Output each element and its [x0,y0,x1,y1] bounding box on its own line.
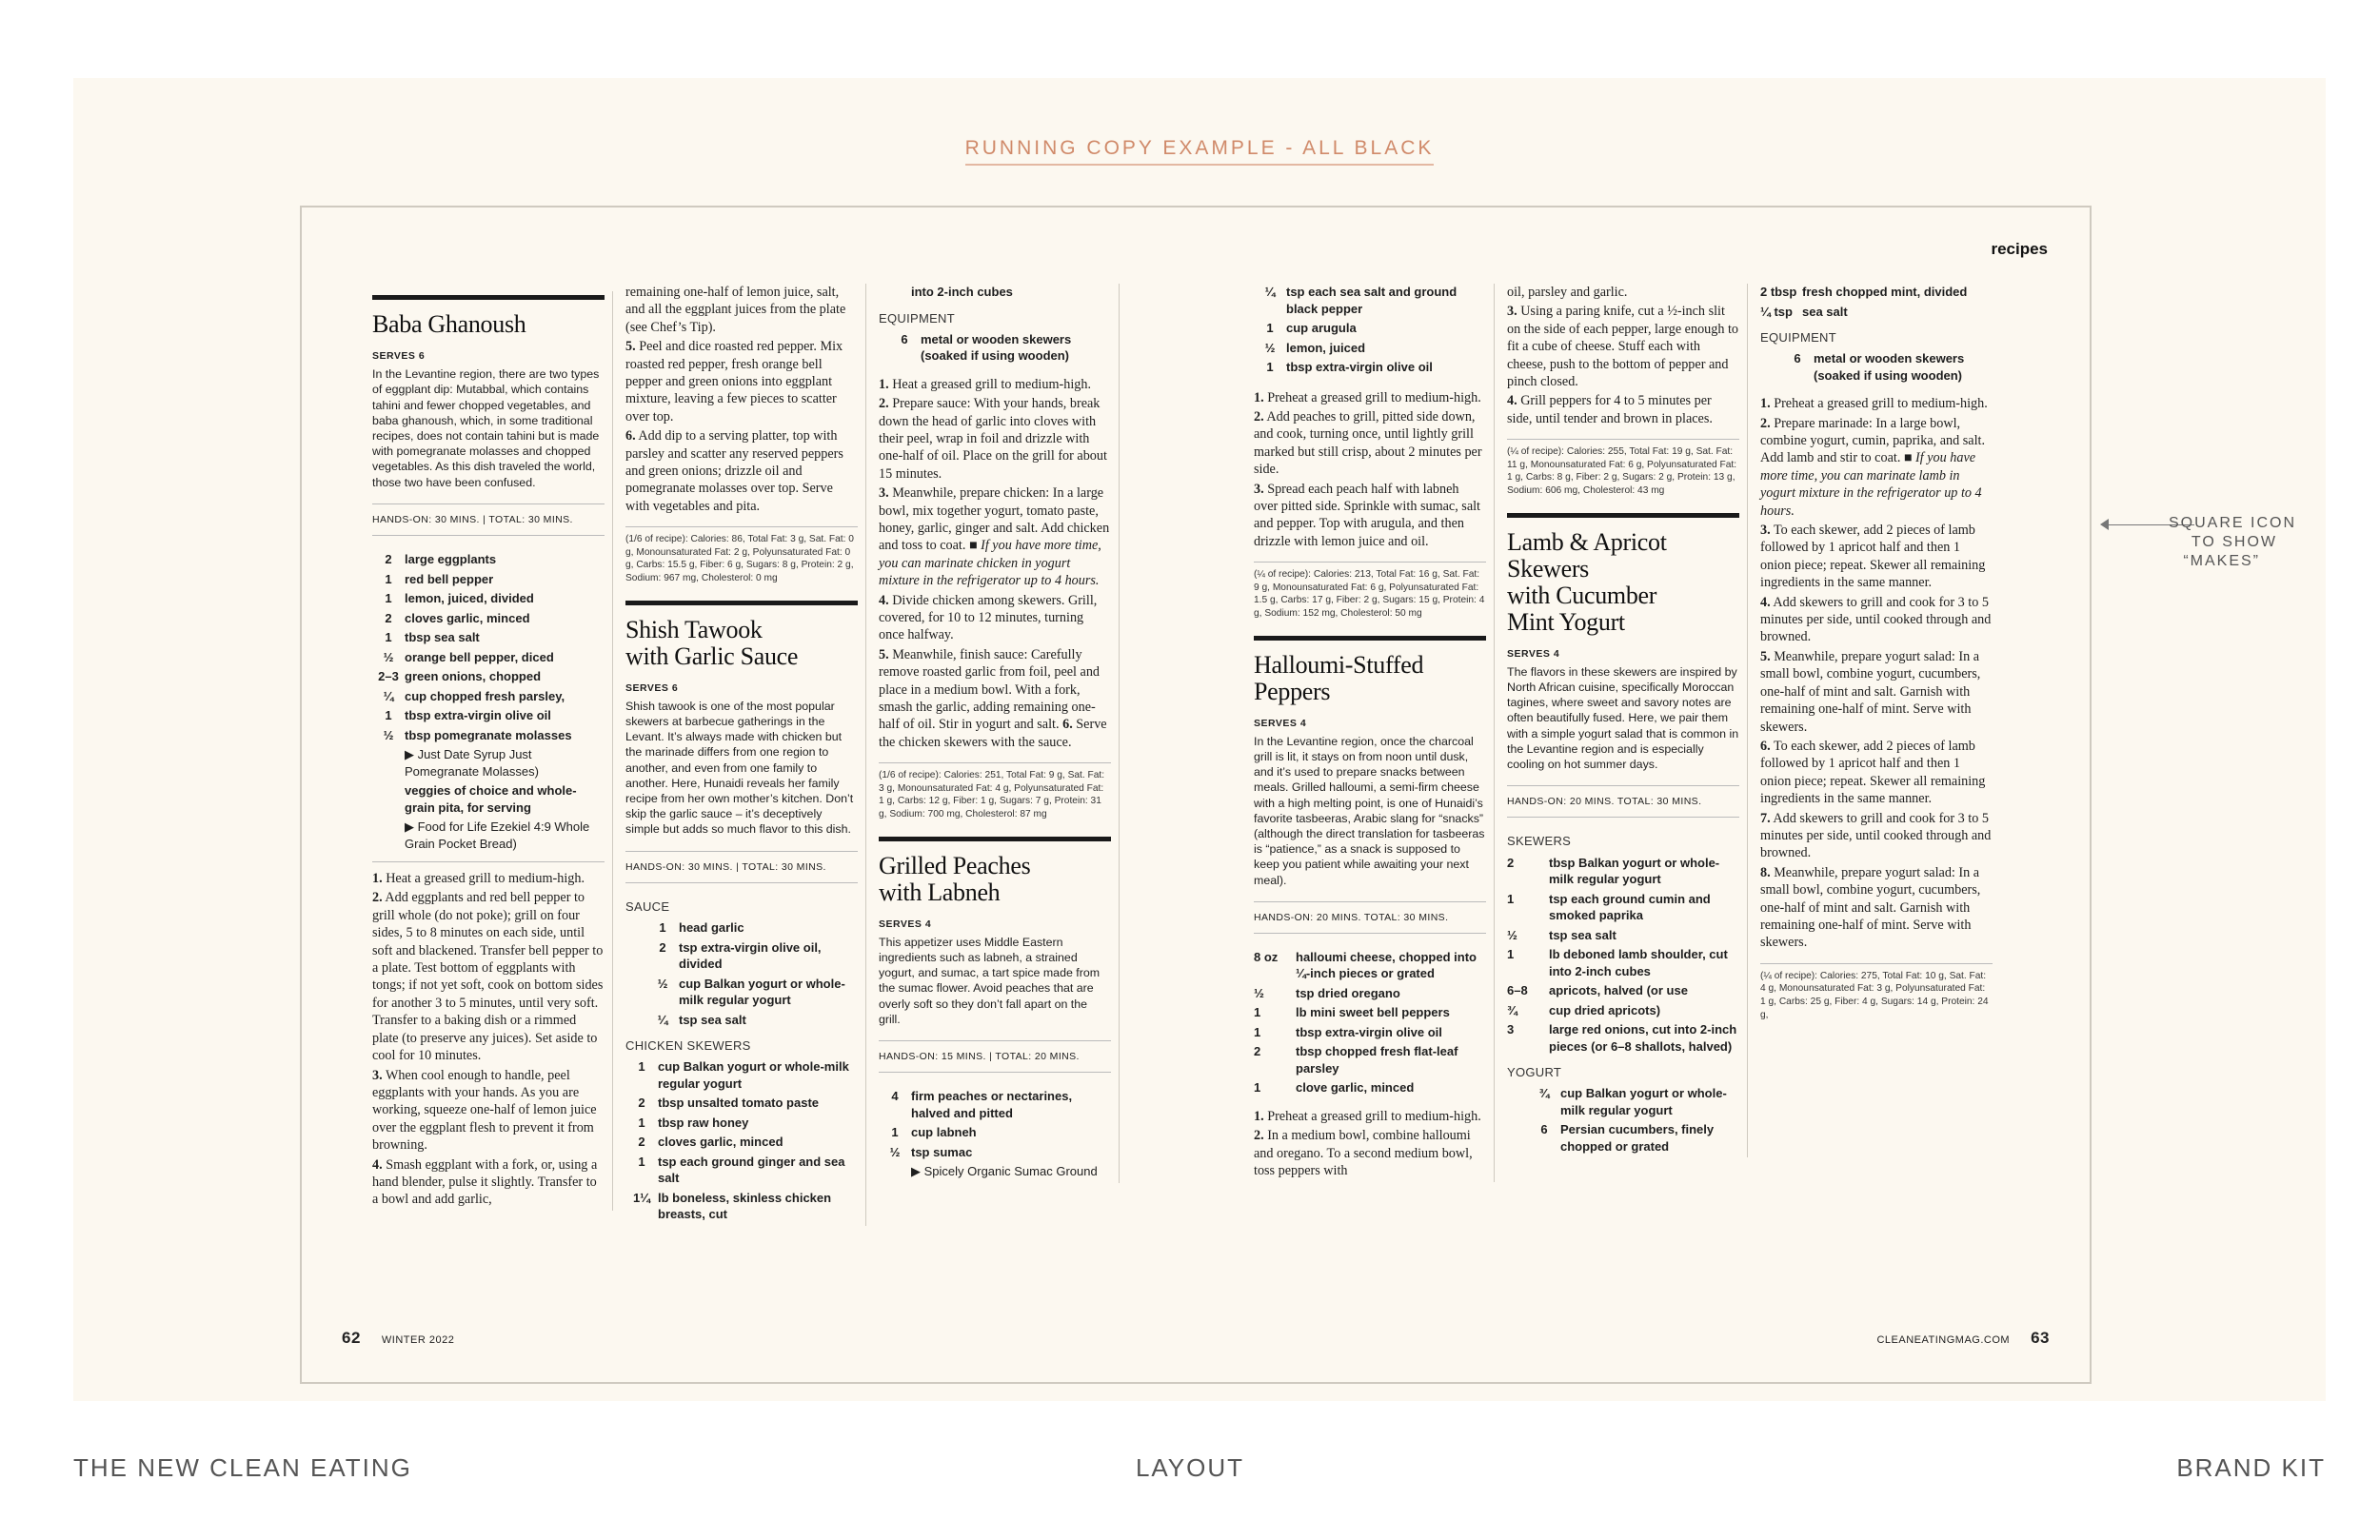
ingredient-text: lemon, juiced, divided [405,591,534,606]
left-folio: 62 WINTER 2022 [342,1329,455,1347]
step: 5. Peel and dice roasted red pepper. Mix roasted red pepper, fresh orange bell pepper and green onions into eggplant mixture, leaving a few pieces to scatter over top. [625,339,843,424]
ingredient-quantity: 2 [385,552,392,567]
ingredient-quantity: 6 [1794,351,1801,366]
ingredient-text: tbsp raw honey [658,1115,749,1130]
ingredient-text: tbsp chopped fresh flat-leaf parsley [1296,1044,1458,1076]
ingredient-list [1507,1085,1739,1155]
ingredient-text: tbsp sea salt [405,630,480,645]
ingredient-quantity: 2 [1507,855,1515,870]
step: 6. To each skewer, add 2 pieces of lamb followed by 1 apricot half and then 1 onion piece; repeat. Skewer all remaining ingredients in the same manner. [1760,738,1986,807]
recipe-title: Baba Ghanoush [372,310,526,338]
serves-label: SERVES 4 [1254,717,1307,729]
ingredient-item [1254,1079,1486,1096]
ingredient-quantity: 4 [891,1089,899,1104]
ingredient-text: cup labneh [911,1125,977,1140]
ingredient-text: large red onions, cut into 2-inch pieces (or 6–8 shallots, halved) [1549,1022,1737,1054]
ingredient-list [1760,350,1993,384]
step: 5. Meanwhile, prepare yogurt salad: In a small bowl, combine yogurt, cucumbers, one-half of mint and salt. Garnish with remaining one-half of mint. Serve with skewers. [1760,648,1981,735]
nutrition-info: (¼ of recipe): Calories: 255, Total Fat: 19 g, Sat. Fat: 11 g, Monounsaturated Fat: 6 g, Polyunsaturated Fat: 1 g, Carbs: 8 g, Fiber: 2 g, Sugars: 2 g, Protein: 13 g, Sodium: 606 mg, Cholesterol: 43 mg [1507,439,1739,497]
ingredient-text: cup Balkan yogurt or whole-milk regular yogurt [679,976,845,1008]
method [879,376,1111,752]
ingredient-text: cup Balkan yogurt or whole-milk regular yogurt [658,1059,849,1091]
right-folio: CLEANEATINGMAG.COM 63 [1876,1329,2050,1347]
ingredient-item [1254,1043,1486,1076]
serves-label: SERVES 4 [879,918,932,930]
nutrition-info: (¼ of recipe): Calories: 213, Total Fat: 16 g, Sat. Fat: 9 g, Monounsaturated Fat: 6 g, Polyunsaturated Fat: 1.5 g, Carbs: 17 g, Fiber: 2 g, Sugars: 15 g, Protein: 4 g, Sodium: 152 mg, Cholesterol: 50 mg [1254,562,1486,620]
ingredient-text: large eggplants [405,552,497,567]
ingredient-item [1254,985,1486,1002]
step: 4. Divide chicken among skewers. Grill, covered, for 10 to 12 minutes, turning once halfway. [879,592,1098,643]
ingredient-quantity: 1 [638,1059,645,1075]
ingredient-quantity: 2 [1254,1044,1261,1059]
ingredient-list [1254,949,1486,1096]
ingredient-item [372,590,605,607]
ingredient-item [879,1088,1111,1121]
ingredient-quantity: 1 [1507,947,1515,962]
recipe-intro: This appetizer uses Middle Eastern ingredients such as labneh, a strained yogurt, and sumac, a tart spice made from the sumac flower. Avoid peaches that are overly soft so they don’t fall apart on the grill. [879,935,1101,1026]
ingredient-note: ▶ Spicely Organic Sumac Ground [911,1164,1098,1179]
ingredient-text: metal or wooden skewers (soaked if using wooden) [1814,351,1965,383]
ingredient-text: sea salt [1802,304,1848,319]
step: 1. Preheat a greased grill to medium-high. [1760,396,1988,412]
recipe-intro: In the Levantine region, there are two types of eggplant dip: Mutabbal, which contains tahini and fewer chopped vegetables, and baba ghanoush, which, in some traditional recipes, does not contain tahini but is made with pomegranate molasses and chopped vegetables. As this dish traveled the world, those two have been confused. [372,367,600,489]
method [1760,395,1993,952]
ingredient-item [1254,359,1486,376]
serves-label: SERVES 4 [1507,647,1560,660]
step: 2. In a medium bowl, combine halloumi and oregano. To a second medium bowl, toss peppers with [1254,1128,1473,1179]
recipe-intro: The flavors in these skewers are inspired by North African cuisine, specifically Moroccan tagines, where sweet and savory notes are often beautifully fused. Here, we pair them with a simple yogurt salad that is common in the Levantine region and is especially cooling on hot summer days. [1507,664,1739,772]
ingredient-quantity: ½ [1264,340,1276,355]
ingredient-text: metal or wooden skewers (soaked if using wooden) [921,331,1072,364]
subsection-label: EQUIPMENT [879,310,955,326]
recipe-intro: Shish tawook is one of the most popular skewers at barbecue gatherings in the Levant. It’s always made with chicken but the marinade differs from one region to another, and even from one family to another. Here, Hunaidi reveals her family recipe from her own mother’s kitchen. Don’t skip the garlic sauce – it’s deceptively simple but adds so much flavor to this dish. [625,699,854,837]
footer-center: LAYOUT [1135,1453,1245,1482]
ingredient-item [1254,949,1486,982]
ingredient-item: into 2-inch cubes [911,285,1013,299]
recipe-header-shish [625,601,858,670]
ingredient-quantity: ½ [383,727,394,742]
ingredient-text: lemon, juiced [1286,340,1366,355]
ingredient-text: tsp sea salt [1549,927,1616,942]
step: 7. Add skewers to grill and cook for 3 to 5 minutes per side, until cooked through and browned. [1760,810,1992,861]
ingredient-text: lb deboned lamb shoulder, cut into 2-inch cubes [1549,947,1728,978]
ingredient-text: cloves garlic, minced [405,610,530,625]
step: 3. Using a paring knife, cut a ½-inch slit on the side of each pepper, large enough to fit a cube of cheese. Stuff each with cheese, push to the bottom of pepper and pinch closed. [1507,304,1739,390]
step: remaining one-half of lemon juice, salt, and all the eggplant juices from the plate (see Chef’s Tip). [625,285,846,335]
time-meta: HANDS-ON: 30 MINS. | TOTAL: 30 MINS. [625,851,858,883]
ingredient-text: head garlic [679,920,744,936]
ingredient-item [1760,284,1993,301]
ingredient-text: tbsp pomegranate molasses [405,727,572,742]
ingredient-item [1507,1021,1739,1055]
serves-label: SERVES 6 [372,350,426,362]
method-continued [1507,284,1739,427]
method [372,861,605,1209]
ingredient-item [372,610,605,627]
ingredient-quantity: 3 [1507,1022,1515,1037]
ingredient-item [646,939,858,973]
ingredient-quantity: 2 [659,939,666,955]
time-meta: HANDS-ON: 15 MINS. | TOTAL: 20 MINS. [879,1040,1111,1073]
recipe-header-lamb [1507,513,1739,636]
ingredient-quantity: 1 [891,1125,899,1140]
ingredient-item [1760,304,1993,321]
ingredient-quantity: 1 [385,591,392,606]
recipe-title: Shish Tawook with Garlic Sauce [625,615,799,670]
ingredient-quantity: 1¼ [632,1190,651,1205]
ingredient-quantity: 1 [1254,1024,1261,1039]
ingredient-item [1528,1085,1739,1118]
column-1 [372,291,613,1211]
step: 4. Grill peppers for 4 to 5 minutes per side, until tender and brown in places. [1507,393,1713,426]
ingredient-item [625,1154,858,1187]
time-meta: HANDS-ON: 20 MINS. TOTAL: 30 MINS. [1507,785,1739,818]
ingredient-quantity: 1 [385,571,392,586]
nutrition-info: (1/6 of recipe): Calories: 251, Total Fat: 9 g, Sat. Fat: 3 g, Monounsaturated Fat: 4 g, Polyunsaturated Fat: 1 g, Carbs: 12 g, Fiber: 1 g, Sugars: 7 g, Protein: 31 g, Sodium: 700 mg, Cholesterol: 87 mg [879,762,1111,820]
ingredient-item [372,571,605,588]
ingredient-item [646,919,858,937]
ingredient-quantity: ½ [1507,927,1517,942]
square-icon: ■ [968,538,978,554]
nutrition-info: (¼ of recipe): Calories: 275, Total Fat: 10 g, Sat. Fat: 4 g, Monounsaturated Fat: 3 g, Polyunsaturated Fat: 1 g, Carbs: 25 g, Fiber: 4 g, Sugars: 14 g, Protein: 24 g, [1760,963,1993,1021]
ingredient-quantity: ½ [657,976,668,991]
ingredient-item [372,707,605,724]
ingredient-quantity: 1 [638,1154,645,1169]
ingredient-note: ▶ Food for Life Ezekiel 4:9 Whole Grain Pocket Bread) [405,819,590,851]
column-6 [1760,284,1993,1037]
ingredient-text: apricots, halved (or use [1549,983,1688,998]
ingredient-quantity: ¼ [1264,285,1276,299]
ingredient-list [1254,284,1486,376]
ingredient-text: orange bell pepper, diced [405,649,554,664]
ingredient-text: fresh chopped mint, divided [1802,285,1968,299]
ingredient-item [1507,1002,1739,1019]
ingredient-item [1507,982,1739,999]
ingredient-text: lb boneless, skinless chicken breasts, cut [658,1190,832,1222]
ingredient-item [625,1134,858,1151]
ingredient-list [625,1058,858,1223]
ingredient-item [625,1058,858,1092]
step: 1. Heat a greased grill to medium-high. [372,871,585,887]
square-icon: ■ [1903,450,1913,466]
subsection-label: EQUIPMENT [1760,330,1836,345]
ingredient-item [372,649,605,666]
step: 2. Prepare marinade: In a large bowl, combine yogurt, cumin, paprika, and salt. Add lamb and stir to coat. ■ If you have more time, you can marinate lamb in yogurt mixture in the refrigerator up to 4 hours. [1760,415,1986,519]
ingredient-item [879,1144,1111,1161]
ingredient-item [372,629,605,646]
ingredient-quantity: 2 tbsp [1760,285,1797,299]
ingredient-quantity: 1 [1507,891,1515,906]
ingredient-note: ▶ Just Date Syrup Just Pomegranate Molasses) [405,747,539,779]
subsection-label: CHICKEN SKEWERS [625,1038,751,1054]
magazine-spread [300,206,2092,1384]
ingredient-quantity: 1 [1254,1005,1261,1020]
subsection-label: YOGURT [1507,1065,1562,1080]
ingredient-item [1507,891,1739,924]
ingredient-text: tsp each ground cumin and smoked paprika [1549,891,1711,923]
column-5 [1507,284,1748,1157]
ingredient-item [1254,284,1486,317]
ingredient-quantity: 1 [1266,321,1274,335]
step: 1. Preheat a greased grill to medium-high. [1254,1108,1481,1124]
step: 2. Prepare sauce: With your hands, break down the head of garlic into cloves with their peel, wrap in foil and drizzle with one-half of oil. Place on the grill for about 15 minutes. [879,396,1107,482]
ingredient-quantity: 1 [1254,1080,1261,1096]
recipe-title: Grilled Peaches with Labneh [879,851,1031,906]
ingredient-item [372,551,605,568]
step: 3. When cool enough to handle, peel eggplants with your hands. As you are working, squeeze one-half of lemon juice over the eggplant flesh to prevent it from browning. [372,1067,597,1154]
method [1254,389,1486,551]
ingredient-item [372,668,605,685]
step: oil, parsley and garlic. [1507,285,1628,300]
step: 4. Add skewers to grill and cook for 3 to 5 minutes per side, until cooked through and browned. [1760,594,1992,645]
ingredient-text: cloves garlic, minced [658,1135,783,1150]
ingredient-quantity: 6 [1540,1122,1548,1137]
ingredient-item [646,1012,858,1029]
subsection-label: SKEWERS [1507,834,1572,849]
serves-label: SERVES 6 [625,681,679,694]
ingredient-quantity: 2–3 [378,669,399,684]
ingredient-quantity: 1 [659,920,666,936]
footer-right: BRAND KIT [2176,1453,2326,1482]
ingredient-list [625,919,858,1028]
recipe-header-halloumi [1254,636,1486,705]
ingredient-text: tbsp extra-virgin olive oil [1286,360,1433,374]
ingredient-item [1254,1004,1486,1021]
ingredient-text: tsp sumac [911,1144,973,1159]
ingredient-text: tbsp unsalted tomato paste [658,1096,820,1111]
ingredient-item [646,976,858,1009]
ingredient-quantity: 1 [1266,360,1274,374]
section-label: recipes [1991,240,2048,258]
ingredient-list [879,331,1111,365]
ingredient-item: veggies of choice and whole-grain pita, for serving [405,783,577,815]
ingredient-text: Persian cucumbers, finely chopped or grated [1560,1122,1715,1154]
ingredient-item [1254,320,1486,337]
recipe-header-peaches [879,837,1111,906]
ingredient-list [1507,855,1739,1056]
step: 3. To each skewer, add 2 pieces of lamb followed by 1 apricot half and then 1 onion piece; repeat. Skewer all remaining ingredients in the same manner. [1760,523,1986,591]
step: 1. Heat a greased grill to medium-high. [879,376,1091,392]
method-continued [625,284,858,515]
recipe-intro: In the Levantine region, once the charcoal grill is lit, it stays on from noon until dusk, and it’s used to prepare snacks between meals. Grilled halloumi, a semi-firm cheese with a high melting point, is one of Hunaidi’s favorite tasbeeras, Arabic slang for “snacks” (although the direct translation for tasbeeras is “patience,” as a snack is supposed to keep you patient while awaiting your next meal). [1254,734,1485,887]
ingredient-text: lb mini sweet bell peppers [1296,1005,1450,1020]
step: 8. Meanwhile, prepare yogurt salad: In a small bowl, combine yogurt, cucumbers, one-half of mint and salt. Garnish with remaining one-half of mint. Serve with skewers. [1760,864,1981,951]
ingredient-item [1507,946,1739,979]
ingredient-item [1528,1121,1739,1155]
ingredient-item [1507,855,1739,888]
ingredient-text: tsp dried oregano [1296,985,1400,1000]
ingredient-list [879,1088,1111,1160]
column-4 [1254,284,1495,1182]
running-copy-title: RUNNING COPY EXAMPLE - ALL BLACK [73,137,2326,160]
method [1254,1108,1486,1180]
ingredient-text: green onions, chopped [405,669,542,684]
ingredient-text: tsp each ground ginger and sea salt [658,1154,845,1186]
ingredient-text: red bell pepper [405,571,494,586]
ingredient-quantity: ¾ [1538,1086,1550,1101]
recipe-header-baba [372,295,605,338]
recipe-title: Lamb & Apricot Skewers with Cucumber Mint Yogurt [1507,527,1667,636]
step: 2. Add eggplants and red bell pepper to grill whole (do not poke); grill on four sides, 5 to 8 minutes on each side, until soft and blackened. Transfer bell pepper to a plate. Test bottom of eggplants with tongs; if not yet soft, cook on bottom sides for another 3 to 5 minutes, until very soft. Transfer to a baking dish or a rimmed plate (to preserve any juices). Set aside to cool for 10 minutes. [372,890,604,1064]
ingredient-text: halloumi cheese, chopped into ¼-inch pieces or grated [1296,949,1477,981]
ingredient-quantity: ¼ tsp [1760,304,1793,319]
ingredient-item [625,1190,858,1223]
ingredient-text: cup arugula [1286,321,1357,335]
ingredient-quantity: ¼ [383,688,394,703]
step: 1. Preheat a greased grill to medium-high. [1254,389,1481,405]
column-3 [879,284,1120,1183]
ingredient-quantity: ½ [383,649,394,664]
column-2 [625,284,866,1226]
ingredient-quantity: 2 [385,610,392,625]
footer-left: THE NEW CLEAN EATING [73,1453,412,1482]
ingredient-text: tbsp extra-virgin olive oil [1296,1024,1442,1039]
ingredient-text: tsp each sea salt and ground black pepper [1286,285,1458,316]
ingredient-text: cup dried apricots) [1549,1002,1661,1017]
ingredient-quantity: 2 [638,1096,645,1111]
ingredient-text: clove garlic, minced [1296,1080,1415,1096]
subsection-label: SAUCE [625,898,670,914]
ingredient-quantity: 1 [385,630,392,645]
step: 6. Add dip to a serving platter, top with parsley and scatter any reserved peppers and green onions; drizzle oil and pomegranate molasses over top. Serve with vegetables and pita. [625,428,843,514]
ingredient-text: tsp sea salt [679,1012,746,1027]
step: 5. Meanwhile, finish sauce: Carefully remove roasted garlic from foil, peel and place in a medium bowl. With a fork, smash the garlic, adding remaining one-half of oil. Stir in yogurt and salt. 6. Serve the chicken skewers with the sauce. [879,646,1107,750]
ingredient-quantity: ½ [1254,985,1264,1000]
step: 4. Smash eggplant with a fork, or, using a hand blender, pulse it slightly. Transfer to a bowl and add garlic, [372,1156,598,1208]
ingredient-text: tsp extra-virgin olive oil, divided [679,939,822,972]
step: 3. Spread each peach half with labneh over pitted side. Sprinkle with sumac, salt and pepper. Top with arugula, and then drizzle with lemon juice and oil. [1254,481,1480,549]
ingredient-item [1254,340,1486,357]
step: 2. Add peaches to grill, pitted side down, and cook, turning once, until lightly grill marked but still crisp, about 2 minutes per side. [1254,408,1482,478]
ingredient-item [888,331,1111,365]
square-icon-annotation: SQUARE ICON TO SHOW “MAKES” [2168,515,2296,569]
ingredient-quantity: ¼ [657,1012,668,1027]
ingredient-item [1254,1024,1486,1041]
ingredient-quantity: ½ [889,1144,901,1159]
ingredient-item [625,1095,858,1112]
ingredient-quantity: 1 [385,708,392,723]
ingredient-list [372,551,605,743]
ingredient-quantity: 6 [901,331,908,346]
ingredient-text: tbsp extra-virgin olive oil [405,708,551,723]
ingredient-item [879,1124,1111,1141]
time-meta: HANDS-ON: 30 MINS. | TOTAL: 30 MINS. [372,503,605,536]
ingredient-item [625,1115,858,1132]
ingredient-text: cup Balkan yogurt or whole-milk regular yogurt [1560,1086,1727,1117]
time-meta: HANDS-ON: 20 MINS. TOTAL: 30 MINS. [1254,901,1486,934]
ingredient-item [372,727,605,744]
ingredient-item [1781,350,1993,384]
ingredient-list [1760,284,1993,320]
ingredient-quantity: 2 [638,1135,645,1150]
ingredient-quantity: 1 [638,1115,645,1130]
ingredient-text: tbsp Balkan yogurt or whole-milk regular yogurt [1549,855,1720,887]
ingredient-text: cup chopped fresh parsley, [405,688,565,703]
nutrition-info: (1/6 of recipe): Calories: 86, Total Fat: 3 g, Sat. Fat: 0 g, Monounsaturated Fat: 2 g, Polyunsaturated Fat: 0 g, Carbs: 15.5 g, Fiber: 6 g, Sugars: 8 g, Protein: 2 g, Sodium: 967 mg, Cholesterol: 0 mg [625,526,858,584]
ingredient-item [372,688,605,705]
ingredient-quantity: 8 oz [1254,949,1279,964]
ingredient-text: firm peaches or nectarines, halved and pitted [911,1089,1073,1120]
ingredient-quantity: 6–8 [1507,983,1528,998]
ingredient-item [1507,927,1739,944]
ingredient-quantity: ¾ [1507,1002,1517,1017]
step: 3. Meanwhile, prepare chicken: In a large bowl, mix together yogurt, tomato paste, honey, garlic, ginger and salt. Add chicken and toss to coat. ■ If you have more time, you can marinate chicken in yogurt mixture in the refrigerator up to 4 hours. [879,485,1110,589]
recipe-title: Halloumi-Stuffed Peppers [1254,650,1424,705]
